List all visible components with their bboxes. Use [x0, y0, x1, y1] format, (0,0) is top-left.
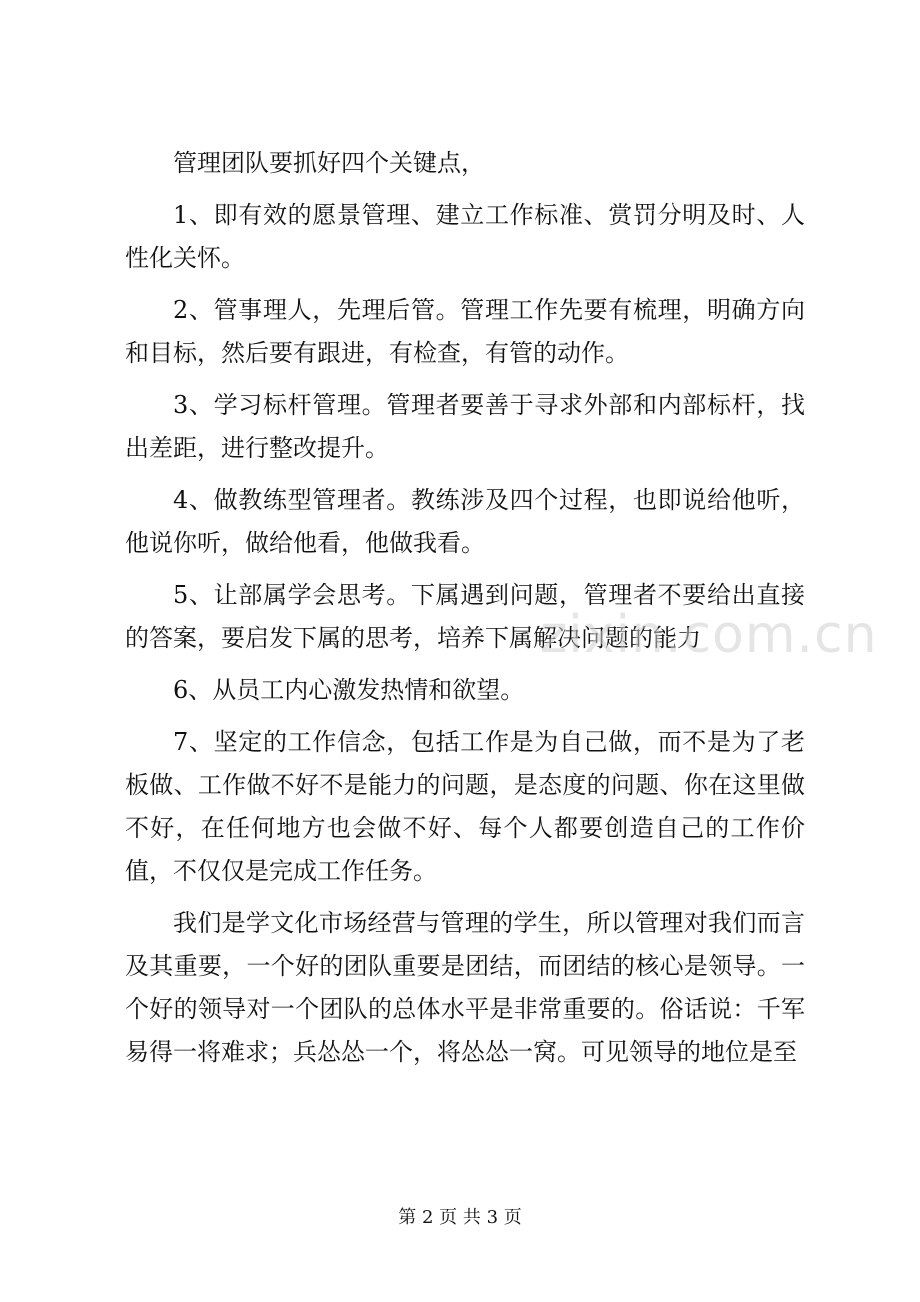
- paragraph-point-5: 5、让部属学会思考。下属遇到问题，管理者不要给出直接的答案，要启发下属的思考，培养下属解决问题的能力: [125, 581, 805, 652]
- document-body: [125, 142, 805, 1083]
- page-number-footer: 第 2 页 共 3 页: [398, 1207, 522, 1228]
- paragraph-point-1: 1、即有效的愿景管理、建立工作标准、赏罚分明及时、人性化关怀。: [125, 201, 805, 272]
- watermark: zixin.com.cn: [540, 605, 878, 665]
- paragraph-point-7: 7、坚定的工作信念，包括工作是为自己做，而不是为了老板做、工作做不好不是能力的问题，是态度的问题、你在这里做不好，在任何地方也会做不好、每个人都要创造自己的工作价值，不仅仅是完成工作任务。: [125, 728, 805, 885]
- paragraph-heading: 管理团队要抓好四个关键点，: [173, 149, 485, 177]
- paragraph-point-3: 3、学习标杆管理。管理者要善于寻求外部和内部标杆，找出差距，进行整改提升。: [125, 391, 805, 462]
- paragraph-point-6: 6、从员工内心激发热情和欲望。: [173, 676, 525, 704]
- paragraph-point-2: 2、管事理人，先理后管。管理工作先要有梳理，明确方向和目标，然后要有跟进，有检查，有管的动作。: [125, 296, 805, 367]
- paragraph-conclusion: 我们是学文化市场经营与管理的学生，所以管理对我们而言及其重要，一个好的团队重要是团结，而团结的核心是领导。一个好的领导对一个团队的总体水平是非常重要的。俗话说：千军易得一将难求；兵怂怂一个，将怂怂一窝。可见领导的地位是至: [125, 909, 805, 1066]
- paragraph-point-4: 4、做教练型管理者。教练涉及四个过程，也即说给他听，他说你听，做给他看，他做我看。: [125, 486, 805, 557]
